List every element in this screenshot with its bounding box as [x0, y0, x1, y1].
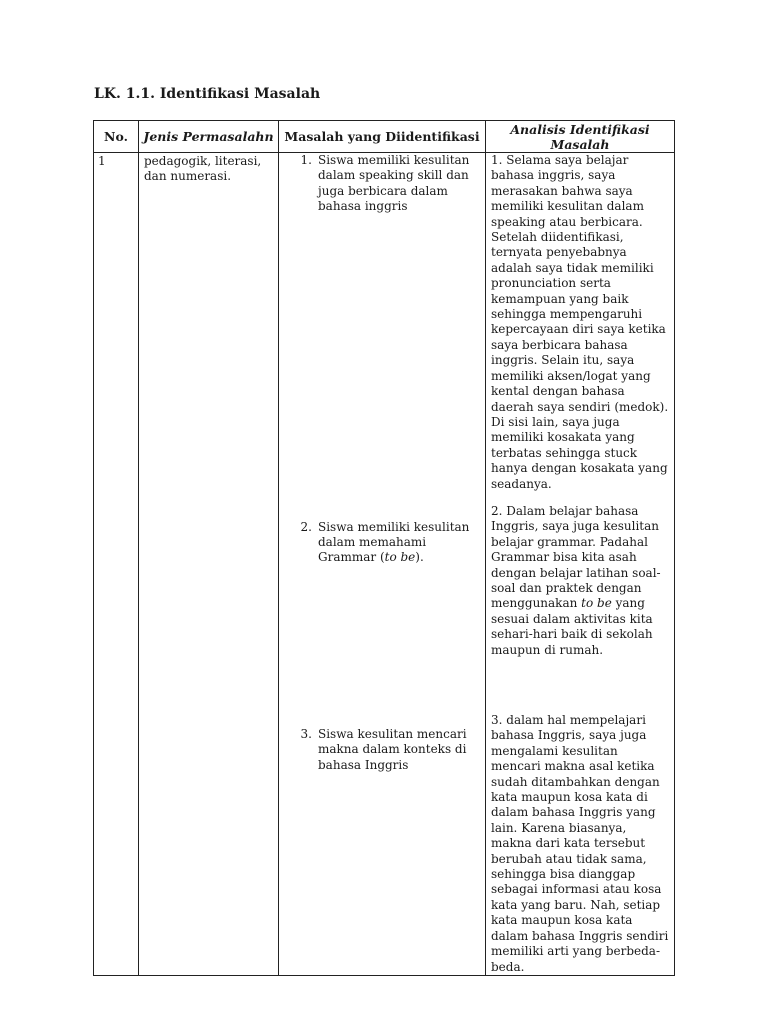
problem-number: 1.: [300, 153, 312, 167]
italic-term: to be: [581, 596, 612, 611]
row-analisis-list: [486, 153, 675, 976]
problem-identification-table: [93, 120, 675, 976]
problem-text: Siswa memiliki kesulitan dalam speaking skill dan juga berbicara dalam bahasa inggris: [318, 153, 470, 214]
table-header-row: [94, 121, 675, 153]
header-jenis-permasalahan: Jenis Permasalahn: [139, 121, 279, 153]
problem-text: Siswa memiliki kesulitan dalam memahami Grammar (to be).: [318, 519, 470, 565]
problem-item: [279, 520, 479, 566]
header-masalah-diidentifikasi: Masalah yang Diidentifikasi: [279, 121, 486, 153]
problem-item: [279, 727, 479, 773]
analysis-paragraph: 3. dalam hal mempelajari bahasa Inggris, saya juga mengalami kesulitan mencari makna asal ketika sudah ditambahkan dengan kata maupun kosa kata di dalam bahasa Inggris yang lain. Karena biasanya, makna dari kata tersebut berubah atau tidak sama, sehingga bisa dianggap sebagai informasi atau kosa kata yang baru. Nah, setiap kata maupun kosa kata dalam bahasa Inggris sendiri memiliki arti yang berbeda-beda.: [491, 713, 669, 974]
document-title: LK. 1.1. Identifikasi Masalah: [94, 86, 321, 102]
analysis-paragraph: 1. Selama saya belajar bahasa inggris, saya merasakan bahwa saya memiliki kesulitan dalam speaking atau berbicara. Setelah diidentifikasi, ternyata penyebabnya adalah saya tidak memiliki pronunciation serta kemampuan yang baik sehingga mempengaruhi kepercayaan diri saya ketika saya berbicara bahasa inggris. Selain itu, saya memiliki aksen/logat yang kental dengan bahasa daerah saya sendiri (medok). Di sisi lain, saya juga memiliki kosakata yang terbatas sehingga stuck hanya dengan kosakata yang seadanya.: [491, 153, 669, 491]
problem-number: 2.: [300, 519, 312, 534]
table-row: [94, 153, 675, 976]
problem-number: 3.: [300, 726, 312, 741]
row-number: 1: [94, 153, 139, 976]
header-no: No.: [94, 121, 139, 153]
header-analisis: Analisis Identifikasi Masalah: [486, 121, 675, 153]
analysis-paragraph: 2. Dalam belajar bahasa Inggris, saya juga kesulitan belajar grammar. Padahal Grammar bisa kita asah dengan belajar latihan soal-soal dan praktek dengan menggunakan to be yang sesuai dalam aktivitas kita sehari-hari baik di sekolah maupun di rumah.: [491, 503, 661, 657]
row-masalah-list: [279, 153, 486, 976]
row-jenis-permasalahan: pedagogik, literasi, dan numerasi.: [139, 153, 279, 976]
problem-item: [279, 153, 479, 215]
problem-text: Siswa kesulitan mencari makna dalam konteks di bahasa Inggris: [318, 726, 467, 772]
italic-term: to be: [384, 550, 416, 565]
